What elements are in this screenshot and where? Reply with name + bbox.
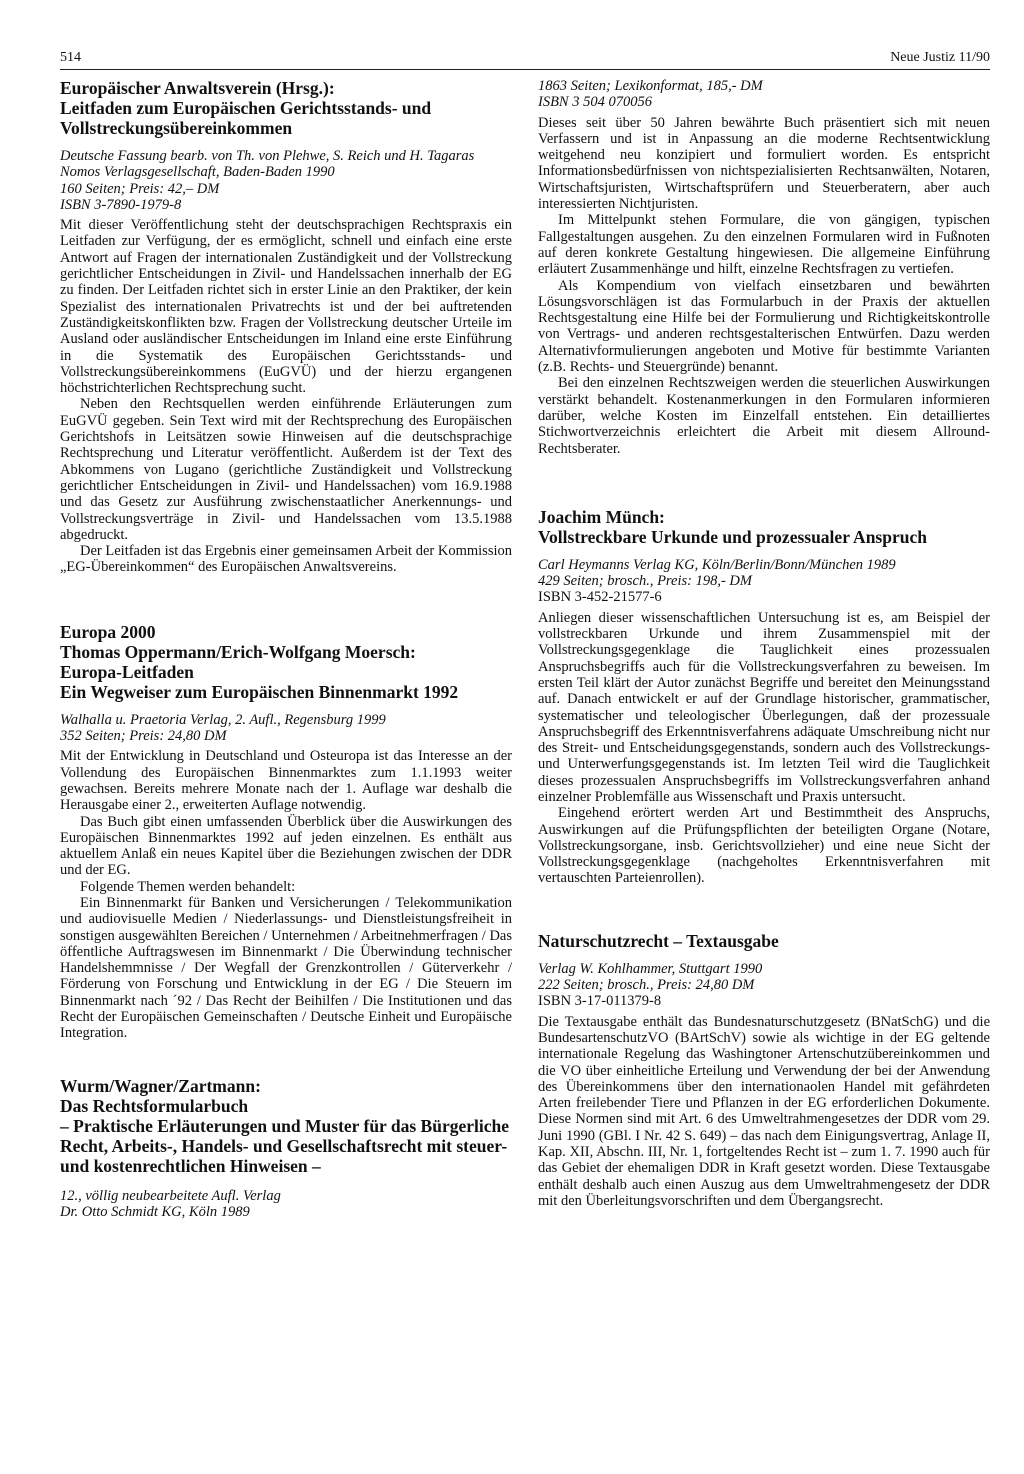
bibliographic-info: Carl Heymanns Verlag KG, Köln/Berlin/Bonn/München 1989 429 Seiten; brosch., Preis: 198,- DM ISBN 3-452-21577-6 bbox=[538, 556, 896, 606]
review-title: Wurm/Wagner/Zartmann: Das Rechtsformularbuch – Praktische Erläuterungen und Muster für das Bürgerliche Recht, Arbeits-, Handels- und Gesellschaftsrecht mit steuer- und kostenrechtlichen Hinweisen – bbox=[60, 1075, 510, 1176]
review-paragraph: Neben den Rechtsquellen werden einführende Erläuterungen zum EuGVÜ gegeben. Sein Text wird mit der Rechtsprechung des Europäischen Gerichtshofs in Leitsätzen sowie Hinweisen auf die deutschsprachige Rechtsprechung und Literatur veröffentlicht. Außerdem ist der Text des Abkommens von Lugano (gerichtliche Zuständigkeit und Vollstreckung gerichtlicher Entscheidungen in Zivil- und Handelssachen) vom 16.9.1988 und das Gesetz zur Ausführung zwischenstaatlicher Anerkennungs- und Vollstreckungsverträge in Zivil- und Handelssachen vom 13.5.1988 abgedruckt. bbox=[60, 396, 512, 543]
page-header bbox=[60, 44, 990, 72]
review-paragraph: Die Textausgabe enthält das Bundesnaturschutzgesetz (BNatSchG) und die BundesartenschutzVO (BArtSchV) sowie als wichtige in der EG geltende internationale Regelung das Washingtoner Artenschutzübereinkommen und die VO über einheitliche Erteilung und Verwendung der bei der Anwendung des Übereinkommens über den internationaolen Handel mit gefährdeten Arten freilebender Tiere und Pflanzen in der EG erforderlichen Dokumente. Diese Normen sind mit Art. 6 des Umweltrahmengesetzes der DDR vom 29. Juni 1990 (GBl. I Nr. 42 S. 649) – das nach dem Einigungsvertrag, Anlage II, Kap. XII, Abschn. III, Nr. 1, fortgeltendes Recht ist – zum 1. 7. 1990 auch für das Gebiet der ehemaligen DDR in Kraft gesetzt worden. Diese Textausgabe enthält deshalb auch einen Auszug aus dem Umweltrahmengesetz der DDR mit den Überleitungsvorschriften und dem Übergangsrecht. bbox=[538, 1013, 990, 1209]
bibliographic-info: Deutsche Fassung bearb. von Th. von Plehwe, S. Reich und H. Tagaras Nomos Verlagsgesellschaft, Baden-Baden 1990 160 Seiten; Preis: 42,– DM ISBN 3-7890-1979-8 bbox=[60, 148, 475, 213]
review-title: Joachim Münch: Vollstreckbare Urkunde und prozessualer Anspruch bbox=[538, 506, 927, 547]
bibliographic-info: Verlag W. Kohlhammer, Stuttgart 1990 222 Seiten; brosch., Preis: 24,80 DM ISBN 3-17-011379-8 bbox=[538, 960, 763, 1010]
review-paragraph: Ein Binnenmarkt für Banken und Versicherungen / Telekommunikation und audiovisuelle Medien / Niederlassungs- und Dienstleistungsfreiheit in sonstigen ausgewählten Bereichen / Unternehmen / Arbeitnehmerfragen / Das öffentliche Auftragswesen im Binnenmarkt / Die Überwindung technischer Handelshemmnisse / Der Wegfall der Grenzkontrollen / Güterverkehr / Förderung von Forschung und Entwicklung in der EG / Die Steuern im Binnenmarkt nach ´92 / Das Recht der Beihilfen / Die Institutionen und das Recht der Europäischen Gemeinschaften / Deutsche Einheit und Europäische Integration. bbox=[60, 894, 512, 1042]
bibliographic-info: 1863 Seiten; Lexikonformat, 185,- DM ISBN 3 504 070056 bbox=[538, 78, 763, 111]
journal-issue: Neue Justiz 11/90 bbox=[890, 50, 990, 65]
review-rechtsformularbuch-continued bbox=[538, 78, 990, 457]
review-title: Europa 2000 Thomas Oppermann/Erich-Wolfgang Moersch: Europa-Leitfaden Ein Wegweiser zum Europäischen Binnenmarkt 1992 bbox=[60, 621, 459, 702]
review-paragraph: Der Leitfaden ist das Ergebnis einer gemeinsamen Arbeit der Kommission „EG-Übereinkommen“ des Europäischen Anwaltsvereins. bbox=[60, 543, 512, 576]
review-paragraph: Mit dieser Veröffentlichung steht der deutschsprachigen Rechtspraxis ein Leitfaden zur Verfügung, der es ermöglicht, schnell und einfach eine erste Antwort auf Fragen der internationalen Zuständigkeit und der Vollstreckung gerichtlicher Entscheidungen in Zivil- und Handelssachen innerhalb der EG zu finden. Der Leitfaden richtet sich in erster Linie an den Praktiker, der kein Spezialist des internationalen Privatrechts ist und der bei auftretenden Zuständigkeitskonflikten bzw. Fragen der Vollstreckung deutscher Urteile im Ausland oder ausländischer Entscheidungen im Inland eine erste Einführung in die Systematik des Europäischen Gerichtsstands- und Vollstreckungsübereinkommens (EuGVÜ) und der hierzu ergangenen höchstrichterlichen Rechtsprechung sucht. bbox=[60, 217, 512, 397]
right-column bbox=[538, 78, 990, 1243]
review-rechtsformularbuch bbox=[60, 1076, 512, 1221]
review-title: Naturschutzrecht – Textausgabe bbox=[538, 930, 779, 951]
page-number: 514 bbox=[60, 50, 81, 65]
review-paragraph: Das Buch gibt einen umfassenden Überblick über die Auswirkungen des Europäischen Binnenmarktes 1992 auf jeden einzelnen. Es enthält aus aktuellem Anlaß ein neues Kapitel über die Beziehungen zwischen der DDR und der EG. bbox=[60, 813, 512, 879]
review-muench bbox=[538, 507, 990, 887]
header-rule bbox=[60, 69, 990, 70]
review-paragraph: Anliegen dieser wissenschaftlichen Untersuchung ist es, am Beispiel der vollstreckbaren Urkunde und ihrem Zusammenspiel mit der Vollstreckungsgegenklage die Tauglichkeit eines prozessualen Anspruchsbegriffs auch für die Vollstreckungsverfahren zu beweisen. Im ersten Teil klärt der Autor zunächst Begriffe und bereitet den Meinungsstand auf. Danach entwickelt er auf der Grundlage historischer, grammatischer, systematischer und teleologischer Überlegungen, daß der prozessuale Anspruchsbegriff des Erkenntnisverfahrens adäquate Umschreibung nicht nur des Streit- und Entscheidungsgegenstands, sondern auch des Vollstreckungs- und Unterwerfungsgegenstands ist. Im letzten Teil wird die Tauglichkeit dieses prozessualen Anspruchsbegriffs im Vollstreckungsverfahren anhand einzelner Problemfälle aus Wissenschaft und Praxis untersucht. bbox=[538, 609, 990, 805]
review-paragraph: Bei den einzelnen Rechtszweigen werden die steuerlichen Auswirkungen verstärkt behandelt. Kostenanmerkungen in den Formularen informieren darüber, welche Kosten im Einzelfall entstehen. Ein detailliertes Stichwortverzeichnis erleichtert die Arbeit mit diesem Allround-Rechtsberater. bbox=[538, 375, 990, 457]
review-anwaltsverein bbox=[60, 78, 512, 576]
review-naturschutzrecht bbox=[538, 931, 990, 1209]
review-paragraph: Als Kompendium von vielfach einsetzbaren und bewährten Lösungsvorschlägen ist das Formularbuch in der Praxis der aktuellen Rechtsgestaltung eine Hilfe bei der Formulierung und Richtigkeitskontrolle von Vertrags- und anderen rechtsgestalterischen Entwürfen. Dazu werden Alternativformulierungen angeboten und Motive für bestimmte Varianten (z.B. Rechts- und Steuergründe) benannt. bbox=[538, 277, 990, 376]
review-paragraph: Mit der Entwicklung in Deutschland und Osteuropa ist das Interesse an der Vollendung des Europäischen Binnenmarktes zum 1.1.1993 weiter gewachsen. Bereits mehrere Monate nach der 1. Auflage war deshalb die Herausgabe einer 2., erweiterten Auflage notwendig. bbox=[60, 748, 512, 814]
review-paragraph: Eingehend erörtert werden Art und Bestimmtheit des Anspruchs, Auswirkungen auf die Prüfungspflichten der beteiligten Organe (Notare, Vollstreckungsorgane, insb. Gerichtsvollzieher) und eine neue Sicht der Vollstreckungsgegenklage (nachgeholtes Erkenntnisverfahren mit vertauschten Parteienrollen). bbox=[538, 805, 990, 887]
left-column bbox=[60, 78, 512, 1254]
review-title: Europäischer Anwaltsverein (Hrsg.): Leitfaden zum Europäischen Gerichtsstands- und Vollstreckungsübereinkommen bbox=[60, 78, 432, 138]
review-paragraph: Folgende Themen werden behandelt: bbox=[80, 878, 296, 895]
bibliographic-info: Walhalla u. Praetoria Verlag, 2. Aufl., Regensburg 1999 352 Seiten; Preis: 24,80 DM bbox=[60, 711, 386, 745]
bibliographic-info: 12., völlig neubearbeitete Aufl. Verlag Dr. Otto Schmidt KG, Köln 1989 bbox=[60, 1187, 281, 1220]
review-europa-2000 bbox=[60, 622, 512, 1042]
review-paragraph: Im Mittelpunkt stehen Formulare, die von gängigen, typischen Fallgestaltungen ausgehen. Zu den einzelnen Formularen wird in Fußnoten auf deren konkrete Gestaltung hingewiesen. Die allgemeine Einführung erläutert Zusammenhänge und hilft, einzelne Rechtsfragen zu vertiefen. bbox=[538, 212, 990, 278]
review-paragraph: Dieses seit über 50 Jahren bewährte Buch präsentiert sich mit neuen Verfassern und ist in Anpassung an die moderne Rechtsentwicklung weitgehend neu konzipiert und formuliert worden. Es entspricht Informationsbedürfnissen von nichtspezialisierten Rechtsanwälten, Notaren, Wirtschaftsjuristen, Wirtschaftsprüfern und Steuerberatern, aber auch interessierten Nichtjuristen. bbox=[538, 114, 990, 213]
